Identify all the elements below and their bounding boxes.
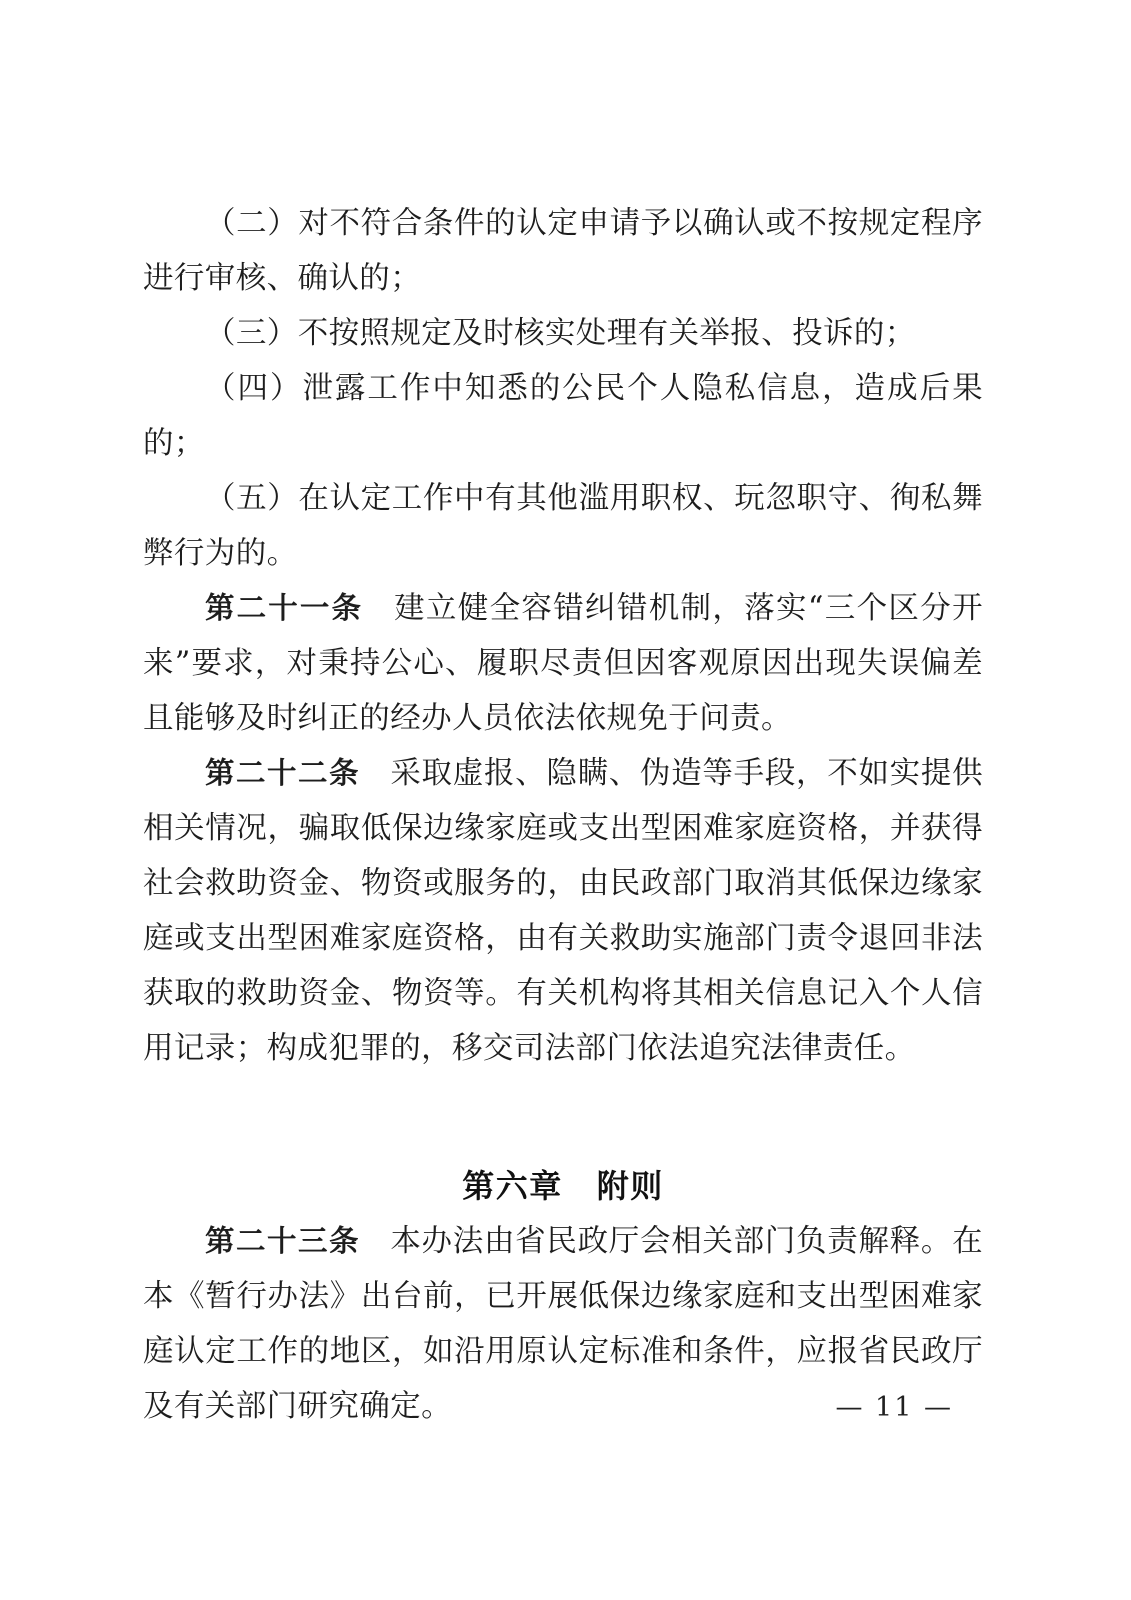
document-text-body bbox=[143, 196, 983, 1434]
chapter-title: 附则 bbox=[596, 1167, 664, 1205]
section-spacer-half bbox=[143, 1131, 983, 1159]
chapter-heading bbox=[143, 1159, 983, 1214]
article-22 bbox=[143, 746, 983, 1076]
article-21-text: 建立健全容错纠错机制，落实“三个区分开来”要求，对秉持公心、履职尽责但因客观原因出现失误偏差且能够及时纠正的经办人员依法依规免于问责。 bbox=[143, 591, 983, 736]
enumerated-item-5: （五）在认定工作中有其他滥用职权、玩忽职守、徇私舞弊行为的。 bbox=[143, 481, 983, 571]
article-21-label: 第二十一条 bbox=[205, 591, 364, 625]
enumerated-item-4: （四）泄露工作中知悉的公民个人隐私信息，造成后果的； bbox=[143, 371, 983, 461]
article-22-text: 采取虚报、隐瞒、伪造等手段，不如实提供相关情况，骗取低保边缘家庭或支出型困难家庭资格，并获得社会救助资金、物资或服务的，由民政部门取消其低保边缘家庭或支出型困难家庭资格，由有关救助实施部门责令退回非法获取的救助资金、物资等。有关机构将其相关信息记入个人信用记录；构成犯罪的，移交司法部门依法追究法律责任。 bbox=[143, 756, 983, 1066]
enumerated-item-3: （三）不按照规定及时核实处理有关举报、投诉的； bbox=[205, 316, 916, 351]
article-21 bbox=[143, 581, 983, 746]
page-number: — 11 — bbox=[835, 1392, 953, 1423]
article-22-label: 第二十二条 bbox=[205, 756, 361, 790]
article-23-text: 本办法由省民政厅会相关部门负责解释。在本《暂行办法》出台前，已开展低保边缘家庭和支出型困难家庭认定工作的地区，如沿用原认定标准和条件，应报省民政厅及有关部门研究确定。 bbox=[143, 1224, 983, 1424]
article-23-label: 第二十三条 bbox=[205, 1224, 361, 1258]
section-spacer bbox=[143, 1076, 983, 1131]
enumerated-item-2: （二）对不符合条件的认定申请予以确认或不按规定程序进行审核、确认的； bbox=[143, 206, 983, 296]
chapter-number: 第六章 bbox=[462, 1167, 563, 1205]
